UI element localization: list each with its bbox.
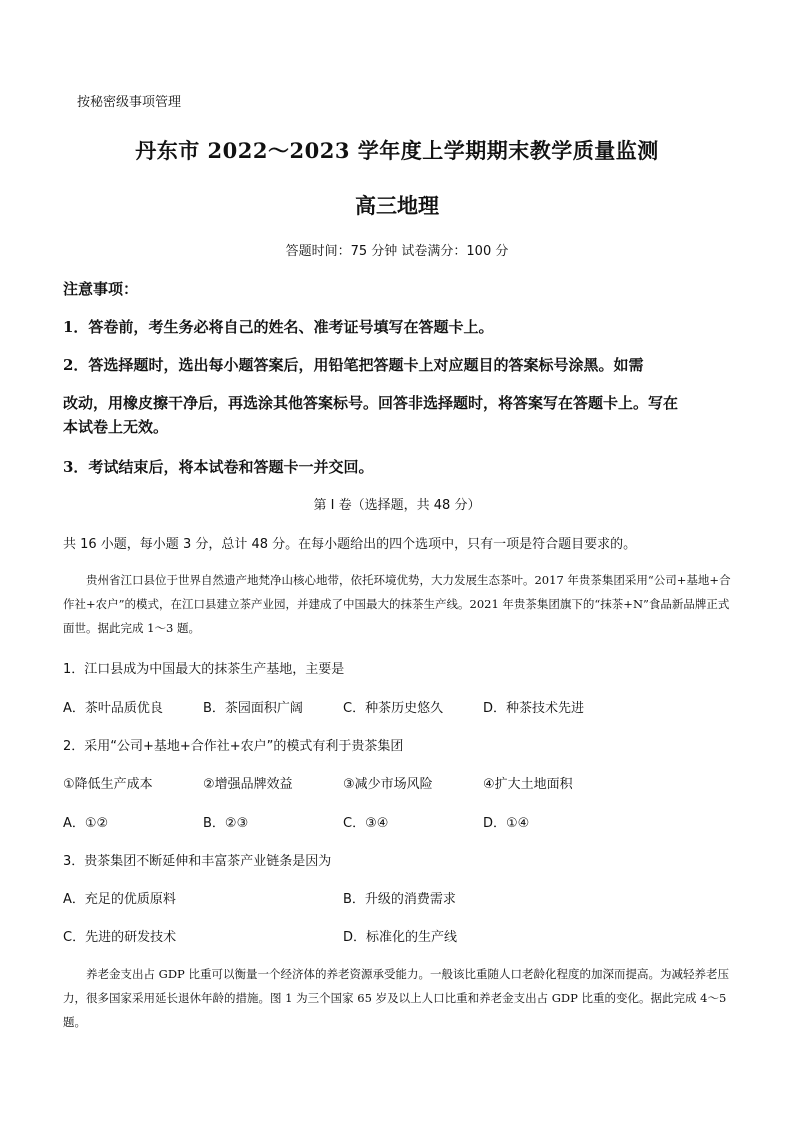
question-2-statement-3: ③减少市场风险 bbox=[343, 777, 433, 792]
question-1-option-d: D．种茶技术先进 bbox=[483, 701, 585, 716]
notice-item-2-line-3: 本试卷上无效。 bbox=[63, 418, 169, 436]
question-3-option-c: C．先进的研发技术 bbox=[63, 930, 177, 945]
passage-2: 养老金支出占 GDP 比重可以衡量一个经济体的养老资源承受能力。一般该比重随人口老龄化程度的加深而提高。为减轻养老压力，很多国家采用延长退休年龄的措施。图 1 为三个国家 65 岁及以上人口比重和养老金支出占 GDP 比重的变化。据此完成 4～5 题。 bbox=[63, 967, 729, 1029]
question-2-option-d: D．①④ bbox=[483, 816, 530, 831]
notice-item-3: 3．考试结束后，将本试卷和答题卡一并交回。 bbox=[63, 458, 374, 476]
question-2-statement-4: ④扩大土地面积 bbox=[483, 777, 573, 792]
question-1-option-a: A．茶叶品质优良 bbox=[63, 701, 163, 716]
notice-heading: 注意事项： bbox=[63, 280, 139, 298]
question-1-option-c: C．种茶历史悠久 bbox=[343, 701, 444, 716]
section-instructions: 共 16 小题，每小题 3 分，总计 48 分。在每小题给出的四个选项中，只有一项是符合题目要求的。 bbox=[63, 537, 637, 552]
exam-time-info: 答题时间：75 分钟 试卷满分：100 分 bbox=[285, 244, 509, 259]
question-3-option-a: A．充足的优质原料 bbox=[63, 892, 176, 907]
notice-item-1: 1．答卷前，考生务必将自己的姓名、准考证号填写在答题卡上。 bbox=[63, 318, 494, 336]
question-2-statement-2: ②增强品牌效益 bbox=[203, 777, 293, 792]
question-2-option-a: A．①② bbox=[63, 816, 109, 831]
notice-item-2-line-2: 改动，用橡皮擦干净后，再选涂其他答案标号。回答非选择题时，将答案写在答题卡上。写在 bbox=[63, 394, 679, 412]
question-1-option-b: B．茶园面积广阔 bbox=[203, 701, 303, 716]
section-heading: 第 I 卷（选择题，共 48 分） bbox=[313, 498, 481, 513]
question-2-option-c: C．③④ bbox=[343, 816, 389, 831]
question-2-statement-1: ①降低生产成本 bbox=[63, 777, 153, 792]
question-2-option-b: B．②③ bbox=[203, 816, 249, 831]
exam-subject: 高三地理 bbox=[355, 193, 439, 218]
question-3-option-b: B．升级的消费需求 bbox=[343, 892, 456, 907]
exam-title: 丹东市 2022～2023 学年度上学期期末教学质量监测 bbox=[135, 138, 659, 163]
question-3-stem: 3．贵茶集团不断延伸和丰富茶产业链条是因为 bbox=[63, 854, 332, 869]
question-3-option-d: D．标准化的生产线 bbox=[343, 930, 458, 945]
question-1-stem: 1．江口县成为中国最大的抹茶生产基地，主要是 bbox=[63, 662, 345, 677]
passage-1: 贵州省江口县位于世界自然遗产地梵净山核心地带，依托环境优势，大力发展生态茶叶。2017 年贵茶集团采用“公司+基地+合作社+农户”的模式，在江口县建立茶产业园，并建成了中国最大的抹茶生产线。2021 年贵茶集团旗下的“抹茶+N”食品新品牌正式面世。据此完成 1～3 题。 bbox=[63, 573, 731, 635]
confidentiality-note: 按秘密级事项管理 bbox=[77, 95, 182, 110]
notice-item-2-line-1: 2．答选择题时，选出每小题答案后，用铅笔把答题卡上对应题目的答案标号涂黑。如需 bbox=[63, 356, 644, 374]
question-2-stem: 2．采用“公司+基地+合作社+农户”的模式有利于贵茶集团 bbox=[63, 739, 404, 754]
